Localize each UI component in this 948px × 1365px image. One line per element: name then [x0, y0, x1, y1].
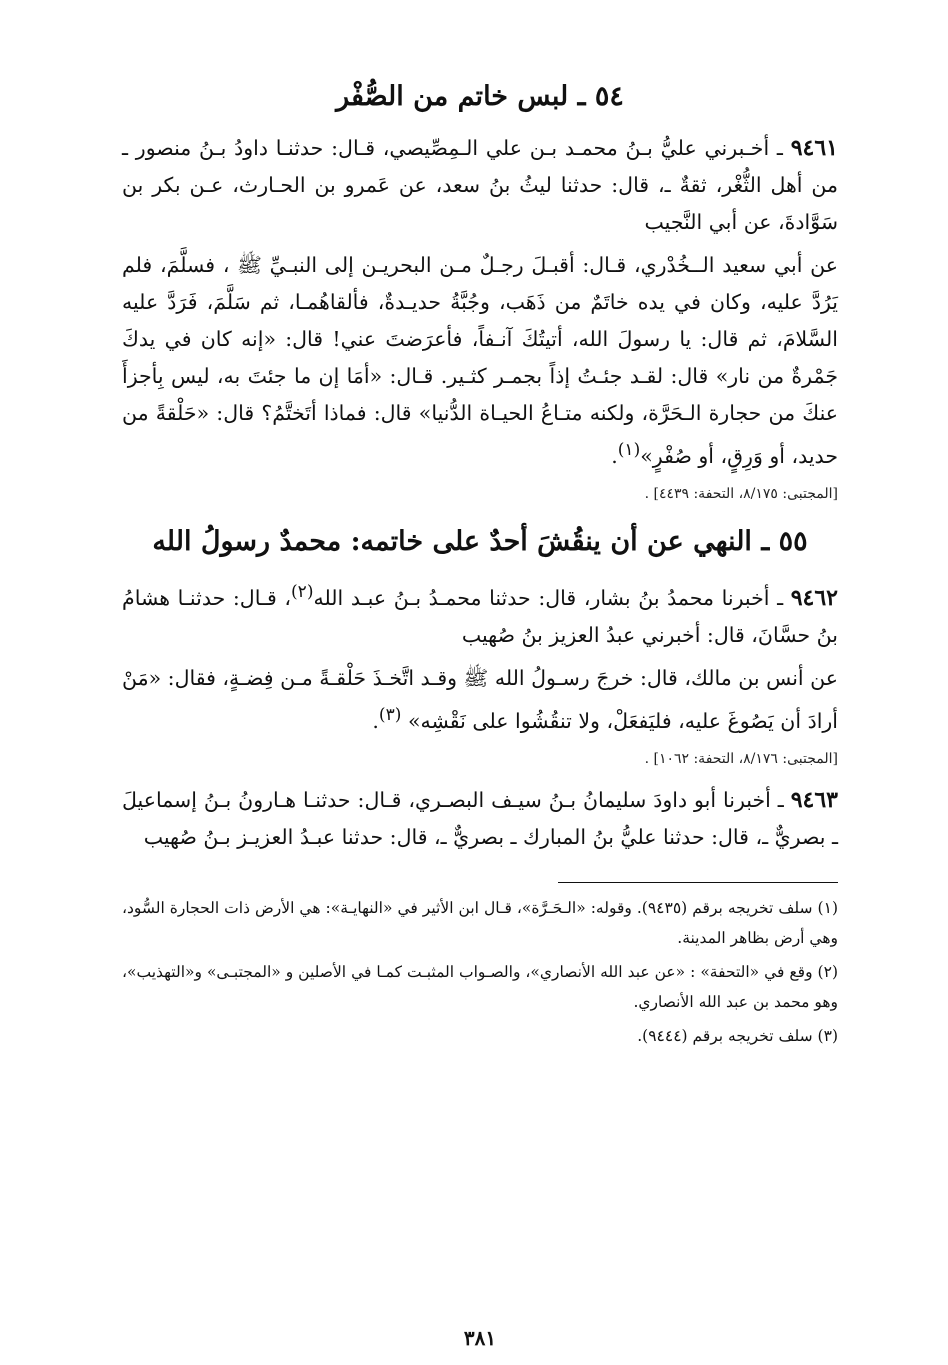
isnad-text: ـ أخبرنا أبو داودَ سليمانُ بـنُ سيـف البصـري، قـال: حدثنـا هـارونُ بـنُ إسماعيلَ ـ بصريٌّ ـ، قال: حدثنا عليُّ بنُ المبارك ـ بصريٌّ ـ، قال: حدثنا عبـدُ العزيـز بـنُ صُهيب [122, 788, 838, 850]
chapter-title-55: ٥٥ ـ النهي عن أن ينقُشَ أحدٌ على خاتمه: محمدٌ رسولُ الله [152, 525, 808, 557]
hadith-9461-chain [122, 130, 838, 241]
source-reference: [المجتبى: ٨/١٧٦، التحفة: ١٠٦٢] . [644, 751, 838, 768]
footnote-marker: (٣) [378, 705, 402, 726]
hadith-number: ٩٤٦١ [790, 134, 838, 161]
hadith-9462-text: عن أنس بن مالك، قال: خرجَ رسـولُ الله ﷺ وقـد اتَّخـذَ حَلْقـةً مـن فِضـةٍ، فقال: «مَنْ أرادَ أن يَصُوغَ عليه، فليَفعَلْ، ولا تنقُشُوا على نَقْشِه» $^{(٣)}$. [122, 666, 838, 734]
footnote-2: (٢) وقع في «التحفة» : «عن عبد الله الأنصاري»، والصـواب المثبـت كمـا في الأصلين و «المجتبـى» و«التهذيب»، وهو محمد بن عبد الله الأنصاري. [122, 963, 838, 1012]
hadith-9462-chain [122, 574, 838, 654]
source-reference: [المجتبى: ٨/١٧٥، التحفة: ٤٤٣٩] . [644, 485, 838, 502]
hadith-9463-chain [122, 782, 838, 856]
page-number: ٣٨١ [463, 1326, 497, 1350]
isnad-text: ـ أخـبرني عليُّ بـنُ محمـد بـن علي الـمِصِّيصي، قـال: حدثنـا داودُ بـنُ منصور ـ من أهل الثُّغْر، ثقةٌ ـ، قال: حدثنا ليثُ بنُ سعد، عن عَمرو بن الحـارث، عـن بكر بن سَوَّادةَ، عن أبي النَّجيب [122, 135, 838, 234]
footnote-1: (١) سلف تخريجه برقم (٩٤٣٥). وقوله: «الـحَـرَّة»، قـال ابن الأثير في «النهايـة»: هي الأرض ذات الحجارة السُّود، وهي أرض بظاهر المدينة. [122, 899, 838, 948]
footnote-3: (٣) سلف تخريجه برقم (٩٤٤٤). [637, 1027, 838, 1046]
hadith-number: ٩٤٦٢ [790, 585, 838, 612]
isnad-text: ـ أخبرنا محمدُ بنُ بشار، قال: حدثنا محمـدُ بـنُ عبـد الله [313, 586, 791, 611]
footnote-marker: (٢) [291, 582, 314, 603]
book-page [122, 60, 838, 1350]
matn-text: عن أبي سعيد الــخُدْري، قـال: أقبـلَ رجـلٌ مـن البحريـن إلى النبـيِّ ﷺ ، فسلَّمَ، فلم يَرُدَّ عليه، وكان في يده خاتَمٌ من ذَهَب، وجُبَّةُ حديـدةٌ، فألقاهُمـا، ثم سَلَّمَ، فَرَدَّ عليه السَّلامَ، ثم قال: يا رسولَ الله، أتيتُكَ آنـفاً، فأعرَضتَ عني! قال: «إنه كان في يدكَ جَمْرةٌ من نار» قال: لقـد جئـتُ إذاً بجمـر كثـير. قـال: «أمَا إن ما جئتَ به، ليس بِأجزأَ عنكَ من حجارة الـحَرَّة، ولكنه متـاعُ الحيـاة الدُّنيا» قال: فماذا أتَختَّمُ؟ قال: «حَلْقةً من حديد، أو وَرِقٍ، أو صُفْرٍ» [122, 252, 838, 468]
footnote-divider [558, 882, 838, 883]
isnad-text-continued: ، قـال: حدثنـا هشامُ بنُ حسَّانَ، قال: أخبرني عبدُ العزيز بنُ صُهيب [122, 586, 838, 648]
footnote-marker: (١) [617, 439, 641, 460]
chapter-title-54: ٥٤ ـ لبس خاتم من الصُّفْر [336, 81, 624, 112]
matn-text: عن أنس بن مالك، قال: خرجَ رسـولُ الله ﷺ وقـد اتَّخـذَ حَلْقـةً مـن فِضـةٍ، فقال: «مَنْ أرادَ أن يَصُوغَ عليه، فليَفعَلْ، ولا تنقُشُوا على نَقْشِه» [122, 666, 838, 734]
hadith-number: ٩٤٦٣ [790, 787, 838, 814]
hadith-9461-text: عن أبي سعيد الــخُدْري، قـال: أقبـلَ رجـلٌ مـن البحريـن إلى النبـيِّ ﷺ ، فسلَّمَ، فلم يَرُدَّ عليه، وكان في يده خاتَمٌ من ذَهَب، وجُبَّةُ حديـدةٌ، فألقاهُمـا، ثم سَلَّمَ، فَرَدَّ عليه السَّلامَ، ثم قال: يا رسولَ الله، أتيتُكَ آنـفاً، فأعرَضتَ عني! قال: «إنه كان في يدكَ جَمْرةٌ من نار» قال: لقـد جئـتُ إذاً بجمـر كثـير. قـال: «أمَا إن ما جئتَ به، ليس بِأجزأَ عنكَ من حجارة الـحَرَّة، ولكنه متـاعُ الحيـاة الدُّنيا» قال: فماذا أتَختَّمُ؟ قال: «حَلْقةً من حديد، أو وَرِقٍ، أو صُفْرٍ»$^{(١)}$. [122, 252, 838, 468]
